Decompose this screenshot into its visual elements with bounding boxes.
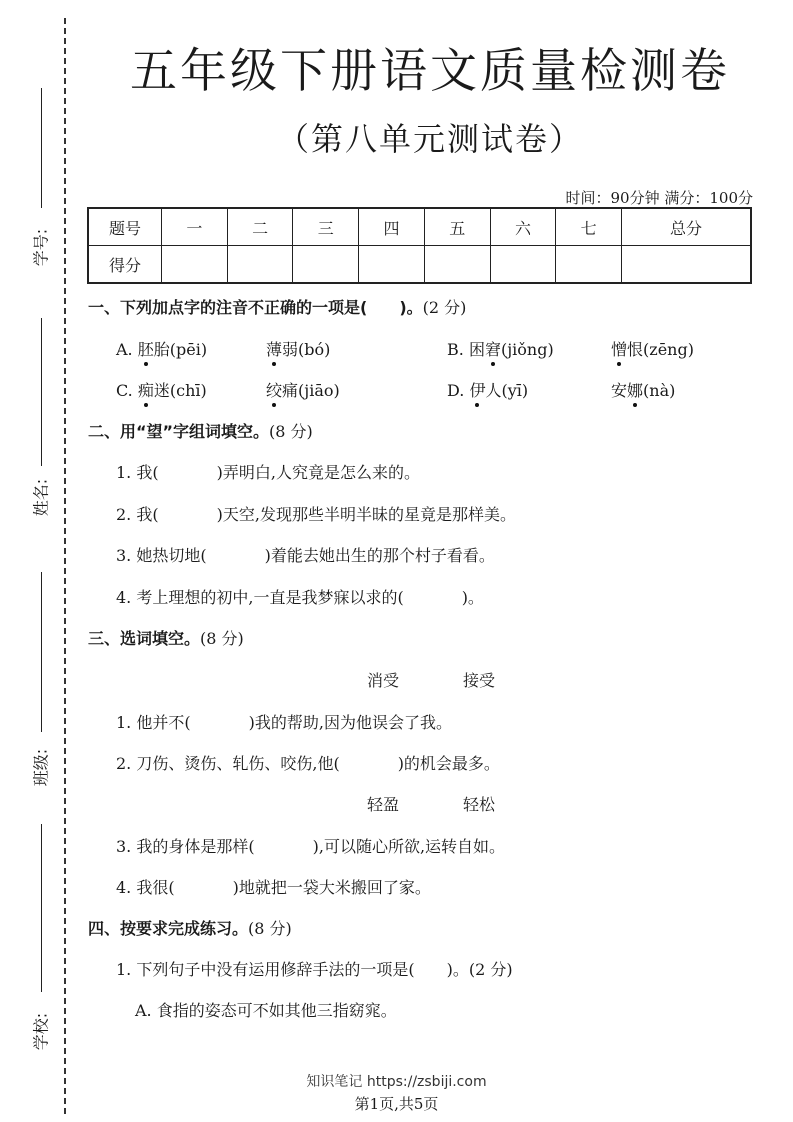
option-post: (nà)	[643, 381, 676, 400]
side-field-class	[14, 572, 50, 792]
side-field-label: 学号:	[31, 228, 51, 267]
section-heading-text: 三、选词填空。	[88, 629, 201, 648]
item-text: 4. 我很(	[116, 878, 175, 897]
option-a-1	[116, 337, 207, 360]
item-text: 4. 考上理想的初中,一直是我梦寐以求的(	[116, 588, 404, 607]
score-input-cell[interactable]	[162, 246, 228, 284]
side-field-school	[14, 824, 51, 1051]
fill-item	[116, 585, 484, 608]
item-text: ),可以随心所欲,运转自如。	[312, 837, 506, 856]
option-prefix: D.	[447, 381, 470, 400]
item-text: 2. 我(	[116, 505, 159, 524]
side-field-name	[14, 318, 50, 518]
section-heading-text: 四、按要求完成练习。	[88, 919, 249, 938]
dotted-char: 薄	[266, 337, 282, 360]
score-input-cell[interactable]	[359, 246, 425, 284]
side-field-underline	[41, 824, 42, 992]
section-3-heading	[88, 626, 244, 649]
score-table-cell: 五	[424, 208, 490, 246]
score-input-cell[interactable]	[556, 246, 622, 284]
section-points: (8 分)	[200, 629, 244, 648]
section-points: (8 分)	[269, 422, 313, 441]
side-field-label: 姓名:	[31, 478, 51, 517]
option-prefix: C.	[116, 381, 138, 400]
option-prefix: B.	[447, 340, 469, 359]
option-post: 胎(pēi)	[153, 340, 208, 359]
score-input-cell[interactable]	[490, 246, 556, 284]
dotted-char: 娜	[627, 378, 643, 401]
dotted-char: 痴	[138, 378, 154, 401]
item-text: )。	[461, 588, 484, 607]
item-text: )天空,发现那些半明半昧的星竟是那样美。	[216, 505, 516, 524]
item-text: 1. 他并不(	[116, 713, 191, 732]
word-choice: 接受	[463, 671, 496, 690]
section-4-heading	[88, 916, 292, 939]
score-table-cell: 一	[162, 208, 228, 246]
item-text: 3. 我的身体是那样(	[116, 837, 255, 856]
fill-item	[116, 875, 431, 898]
option-d-2	[611, 378, 675, 401]
score-table-cell: 总分	[622, 208, 751, 246]
score-input-cell[interactable]	[227, 246, 293, 284]
score-table-cell: 七	[556, 208, 622, 246]
page-number: 第1页,共5页	[354, 1095, 439, 1113]
fill-item	[116, 460, 420, 483]
dotted-char: 憎	[611, 337, 627, 360]
item-text: )的机会最多。	[397, 754, 500, 773]
item-text: )我的帮助,因为他误会了我。	[248, 713, 452, 732]
item-text: 3. 她热切地(	[116, 546, 207, 565]
section-2-heading	[88, 419, 313, 442]
score-table-cell: 二	[227, 208, 293, 246]
option-d-1	[447, 378, 528, 401]
item-text: )弄明白,人究竟是怎么来的。	[216, 463, 420, 482]
word-choice: 轻盈	[367, 795, 400, 814]
page-title: 五年级下册语文质量检测卷	[130, 44, 730, 99]
score-input-cell[interactable]	[293, 246, 359, 284]
word-choice: 轻松	[463, 795, 496, 814]
fill-item	[116, 502, 516, 525]
option-pre: 安	[611, 381, 628, 400]
fill-item	[116, 751, 500, 774]
score-table-header-row	[88, 208, 751, 246]
question-option: A. 食指的姿态可不如其他三指窈窕。	[135, 1001, 397, 1020]
option-c-2	[266, 378, 340, 401]
side-field-label: 学校:	[31, 1012, 51, 1051]
dotted-char: 窘	[485, 337, 501, 360]
score-table-cell: 六	[490, 208, 556, 246]
watermark-text: 知识笔记 https://zsbiji.com	[306, 1074, 487, 1090]
side-field-underline	[41, 318, 42, 466]
item-text: )着能去她出生的那个村子看看。	[264, 546, 495, 565]
option-pre: 困	[468, 340, 485, 359]
option-post: 人(yī)	[485, 381, 529, 400]
side-field-student-id	[14, 88, 50, 278]
dotted-char: 绞	[266, 378, 282, 401]
fill-item	[116, 710, 452, 733]
side-field-underline	[41, 88, 42, 208]
option-post: 弱(bó)	[282, 340, 331, 359]
section-heading-text: 一、下列加点字的注音不正确的一项是( )。	[88, 298, 423, 317]
score-table-cell: 四	[359, 208, 425, 246]
option-post: (jiǒng)	[500, 340, 554, 359]
item-text: 1. 我(	[116, 463, 159, 482]
score-table-score-row	[88, 246, 751, 284]
score-table-cell: 三	[293, 208, 359, 246]
score-input-cell[interactable]	[424, 246, 490, 284]
page-subtitle: （第八单元测试卷）	[276, 120, 583, 158]
option-a-2	[266, 337, 330, 360]
fill-item	[116, 834, 505, 857]
score-table	[87, 207, 752, 284]
option-post: 迷(chī)	[153, 381, 207, 400]
fill-item	[116, 543, 495, 566]
section-1-heading	[88, 295, 466, 318]
option-c-1	[116, 378, 207, 401]
score-input-cell[interactable]	[622, 246, 751, 284]
option-b-1	[447, 337, 554, 360]
option-post: 痛(jiāo)	[282, 381, 340, 400]
exam-meta: 时间：90分钟 满分：100分	[565, 189, 753, 207]
section-heading-text: 二、用“望”字组词填空。	[88, 422, 270, 441]
score-table-cell: 题号	[88, 208, 162, 246]
section-points: (8 分)	[248, 919, 292, 938]
option-post: 恨(zēng)	[627, 340, 694, 359]
side-field-label: 班级:	[31, 748, 51, 787]
score-table-cell: 得分	[88, 246, 162, 284]
dotted-char: 伊	[469, 378, 485, 401]
binding-dashed-line	[64, 18, 66, 1114]
word-choice: 消受	[367, 671, 400, 690]
side-field-underline	[41, 572, 42, 732]
item-text: 2. 刀伤、烫伤、轧伤、咬伤,他(	[116, 754, 340, 773]
question-text: 1. 下列句子中没有运用修辞手法的一项是( )。(2 分)	[116, 960, 513, 979]
option-b-2	[611, 337, 694, 360]
section-points: (2 分)	[422, 298, 467, 317]
dotted-char: 胚	[138, 337, 154, 360]
option-prefix: A.	[116, 340, 138, 359]
item-text: )地就把一袋大米搬回了家。	[232, 878, 431, 897]
